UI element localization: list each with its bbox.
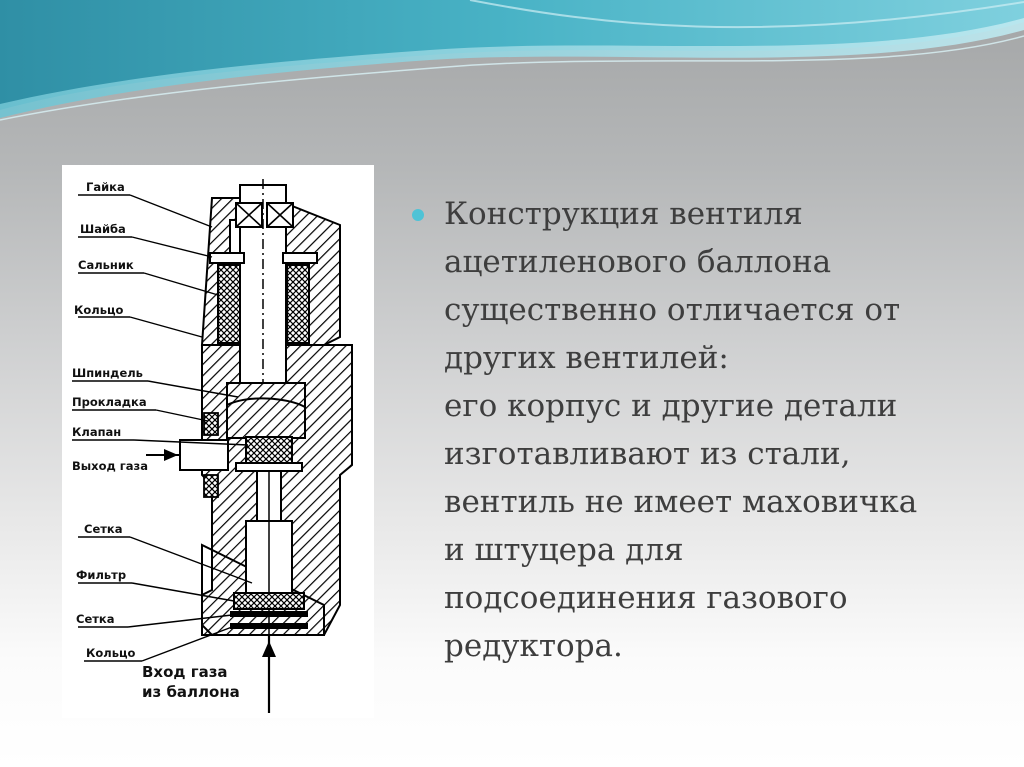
label-prokladka: Прокладка bbox=[72, 395, 147, 409]
text-line: изготавливают из стали, bbox=[444, 436, 851, 472]
label-koltso-bottom: Кольцо bbox=[86, 646, 136, 660]
bullet-paragraph bbox=[444, 190, 982, 670]
text-line: редуктора. bbox=[444, 628, 623, 664]
text-line: ацетиленового баллона bbox=[444, 244, 832, 280]
text-line: его корпус и другие детали bbox=[444, 388, 898, 424]
text-line: существенно отличается от bbox=[444, 292, 901, 328]
label-shaiba: Шайба bbox=[80, 222, 126, 236]
valve-cross-section bbox=[62, 165, 374, 718]
text-line: и штуцера для bbox=[444, 532, 684, 568]
label-setka-top: Сетка bbox=[84, 522, 123, 536]
header-wave-decoration bbox=[0, 0, 1024, 140]
text-line: вентиль не имеет маховичка bbox=[444, 484, 918, 520]
text-line: Конструкция вентиля bbox=[444, 196, 803, 232]
bullet-text-block bbox=[412, 190, 982, 670]
label-gaika: Гайка bbox=[86, 180, 125, 194]
text-line: подсоединения газового bbox=[444, 580, 848, 616]
label-iz-ballona: из баллона bbox=[142, 683, 240, 701]
label-klapan: Клапан bbox=[72, 425, 122, 439]
label-filtr: Фильтр bbox=[76, 568, 127, 582]
label-koltso-top: Кольцо bbox=[74, 303, 124, 317]
label-vhod-gaza: Вход газа bbox=[142, 663, 228, 681]
label-salnik: Сальник bbox=[78, 258, 134, 272]
label-setka-bottom: Сетка bbox=[76, 612, 115, 626]
text-line: других вентилей: bbox=[444, 340, 729, 376]
label-vyhod-gaza: Выход газа bbox=[72, 459, 148, 473]
valve-diagram bbox=[62, 165, 374, 718]
bullet-dot-icon bbox=[412, 209, 424, 221]
label-shpindel: Шпиндель bbox=[72, 366, 143, 380]
